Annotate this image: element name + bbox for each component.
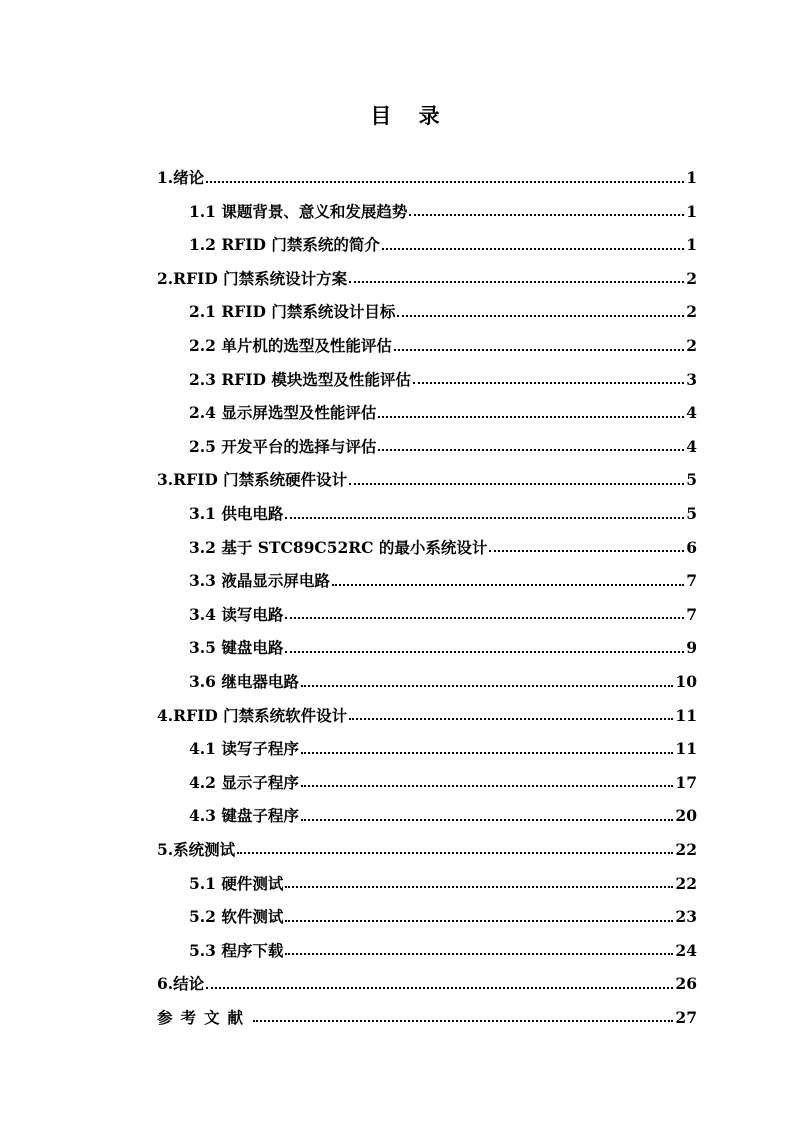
- toc-entry-label: 3.4 读写电路: [189, 604, 284, 624]
- dot-leader: [349, 483, 684, 485]
- toc-entry-2-2[interactable]: [157, 320, 697, 354]
- toc-entry-5-2[interactable]: [157, 891, 697, 925]
- toc-entry-page-number: 7: [686, 604, 697, 624]
- dot-leader: [301, 785, 674, 787]
- toc-entry-4-3[interactable]: [157, 790, 697, 824]
- toc-entry-label: 2.1 RFID 门禁系统设计目标: [189, 302, 396, 322]
- toc-entry-1-1[interactable]: [157, 186, 697, 220]
- toc-entry-label: 2.4 显示屏选型及性能评估: [189, 403, 377, 423]
- toc-entry-label: 6.结论: [157, 974, 205, 994]
- toc-entry-3-3[interactable]: [157, 555, 697, 589]
- toc-entry-page-number: 1: [686, 235, 697, 255]
- toc-entry-page-number: 7: [686, 571, 697, 591]
- toc-entry-label: 参考文献: [157, 1007, 252, 1027]
- toc-entry-5[interactable]: [157, 824, 697, 858]
- dot-leader: [285, 920, 673, 922]
- dot-leader: [409, 214, 684, 216]
- toc-entry-4[interactable]: [157, 690, 697, 724]
- dot-leader: [349, 718, 673, 720]
- toc-entry-3-5[interactable]: [157, 622, 697, 656]
- toc-entry-label: 5.系统测试: [157, 839, 236, 859]
- dot-leader: [332, 584, 684, 586]
- toc-entry-label: 3.2 基于 STC89C52RC 的最小系统设计: [189, 537, 488, 557]
- dot-leader: [301, 819, 674, 821]
- toc-entry-1-2[interactable]: [157, 219, 697, 253]
- toc-entry-page-number: 24: [675, 940, 697, 960]
- dot-leader: [397, 315, 684, 317]
- toc-entry-page-number: 11: [675, 739, 697, 759]
- toc-entry-label: 5.1 硬件测试: [189, 873, 284, 893]
- dot-leader: [285, 651, 684, 653]
- toc-entry-6[interactable]: [157, 958, 697, 992]
- toc-entry-label: 2.5 开发平台的选择与评估: [189, 436, 377, 456]
- toc-entry-2-3[interactable]: [157, 354, 697, 388]
- dot-leader: [378, 416, 684, 418]
- toc-entry-2-4[interactable]: [157, 387, 697, 421]
- toc-entry-label: 3.RFID 门禁系统硬件设计: [157, 470, 348, 490]
- dot-leader: [349, 281, 684, 283]
- toc-title: 目 录: [370, 103, 450, 128]
- toc-entry-page-number: 20: [675, 806, 697, 826]
- toc-entry-label: 2.2 单片机的选型及性能评估: [189, 336, 392, 356]
- toc-entry-page-number: 27: [675, 1007, 697, 1027]
- toc-entry-2[interactable]: [157, 253, 697, 287]
- toc-entry-page-number: 2: [686, 336, 697, 356]
- toc-entry-page-number: 4: [686, 436, 697, 456]
- toc-entry-3-4[interactable]: [157, 589, 697, 623]
- dot-leader: [301, 685, 674, 687]
- dot-leader: [285, 953, 673, 955]
- toc-entry-1[interactable]: [157, 152, 697, 186]
- toc-entry-page-number: 10: [675, 672, 697, 691]
- dot-leader: [301, 752, 674, 754]
- toc-entry-label: 3.3 液晶显示屏电路: [189, 571, 330, 591]
- toc-entry-page-number: 11: [675, 705, 697, 725]
- dot-leader: [382, 248, 684, 250]
- toc-entry-page-number: 22: [675, 839, 697, 859]
- toc-entry-page-number: 23: [675, 907, 697, 927]
- dot-leader: [253, 1020, 673, 1022]
- toc-entry-label: 4.RFID 门禁系统软件设计: [157, 705, 348, 725]
- toc-entry-5-3[interactable]: [157, 925, 697, 959]
- toc-entry-page-number: 9: [686, 638, 697, 658]
- toc-entry-5-1[interactable]: [157, 857, 697, 891]
- toc-entry-page-number: 5: [686, 470, 697, 490]
- toc-entry-page-number: 1: [686, 201, 697, 221]
- toc-entry-4-2[interactable]: [157, 757, 697, 791]
- toc-entry-page-number: 4: [686, 403, 697, 423]
- toc-entry-label: 1.1 课题背景、意义和发展趋势: [189, 201, 408, 221]
- toc-entry-4-1[interactable]: [157, 723, 697, 757]
- toc-entry-references[interactable]: [157, 992, 697, 1026]
- toc-entry-page-number: 17: [675, 772, 697, 792]
- dot-leader: [413, 382, 684, 384]
- dot-leader: [206, 987, 673, 989]
- toc-entry-label: 5.2 软件测试: [189, 907, 284, 927]
- toc-entry-label: 3.1 供电电路: [189, 504, 284, 524]
- toc-entry-label: 4.2 显示子程序: [189, 772, 299, 792]
- toc-entry-label: 5.3 程序下载: [189, 940, 284, 960]
- toc-entry-2-5[interactable]: [157, 421, 697, 455]
- toc-entry-label: 3.6 继电器电路: [189, 672, 299, 691]
- toc-entry-3[interactable]: [157, 454, 697, 488]
- toc-entry-label: 2.3 RFID 模块选型及性能评估: [189, 369, 411, 389]
- dot-leader: [206, 181, 684, 183]
- dot-leader: [285, 886, 673, 888]
- toc-entry-label: 3.5 键盘电路: [189, 638, 284, 658]
- dot-leader: [285, 617, 684, 619]
- dot-leader: [285, 517, 684, 519]
- toc-entry-label: 1.绪论: [157, 168, 205, 188]
- toc-entry-page-number: 22: [675, 873, 697, 893]
- toc-entry-3-2[interactable]: [157, 522, 697, 556]
- toc-entry-page-number: 1: [686, 168, 697, 188]
- dot-leader: [394, 349, 684, 351]
- toc-entry-page-number: 6: [686, 537, 697, 557]
- dot-leader: [237, 852, 673, 854]
- toc-entry-3-1[interactable]: [157, 488, 697, 522]
- toc-entry-label: 4.3 键盘子程序: [189, 806, 299, 826]
- toc-entry-2-1[interactable]: [157, 286, 697, 320]
- toc-entry-label: 4.1 读写子程序: [189, 739, 299, 759]
- toc-entry-label: 2.RFID 门禁系统设计方案: [157, 268, 348, 288]
- toc-entry-page-number: 2: [686, 302, 697, 322]
- toc-entry-page-number: 2: [686, 268, 697, 288]
- dot-leader: [489, 550, 684, 552]
- toc-entry-3-6[interactable]: [157, 656, 697, 690]
- toc-list: [157, 152, 697, 1025]
- toc-entry-page-number: 3: [686, 369, 697, 389]
- dot-leader: [378, 449, 684, 451]
- toc-entry-page-number: 26: [675, 974, 697, 994]
- toc-entry-label: 1.2 RFID 门禁系统的简介: [189, 235, 380, 255]
- toc-entry-page-number: 5: [686, 504, 697, 524]
